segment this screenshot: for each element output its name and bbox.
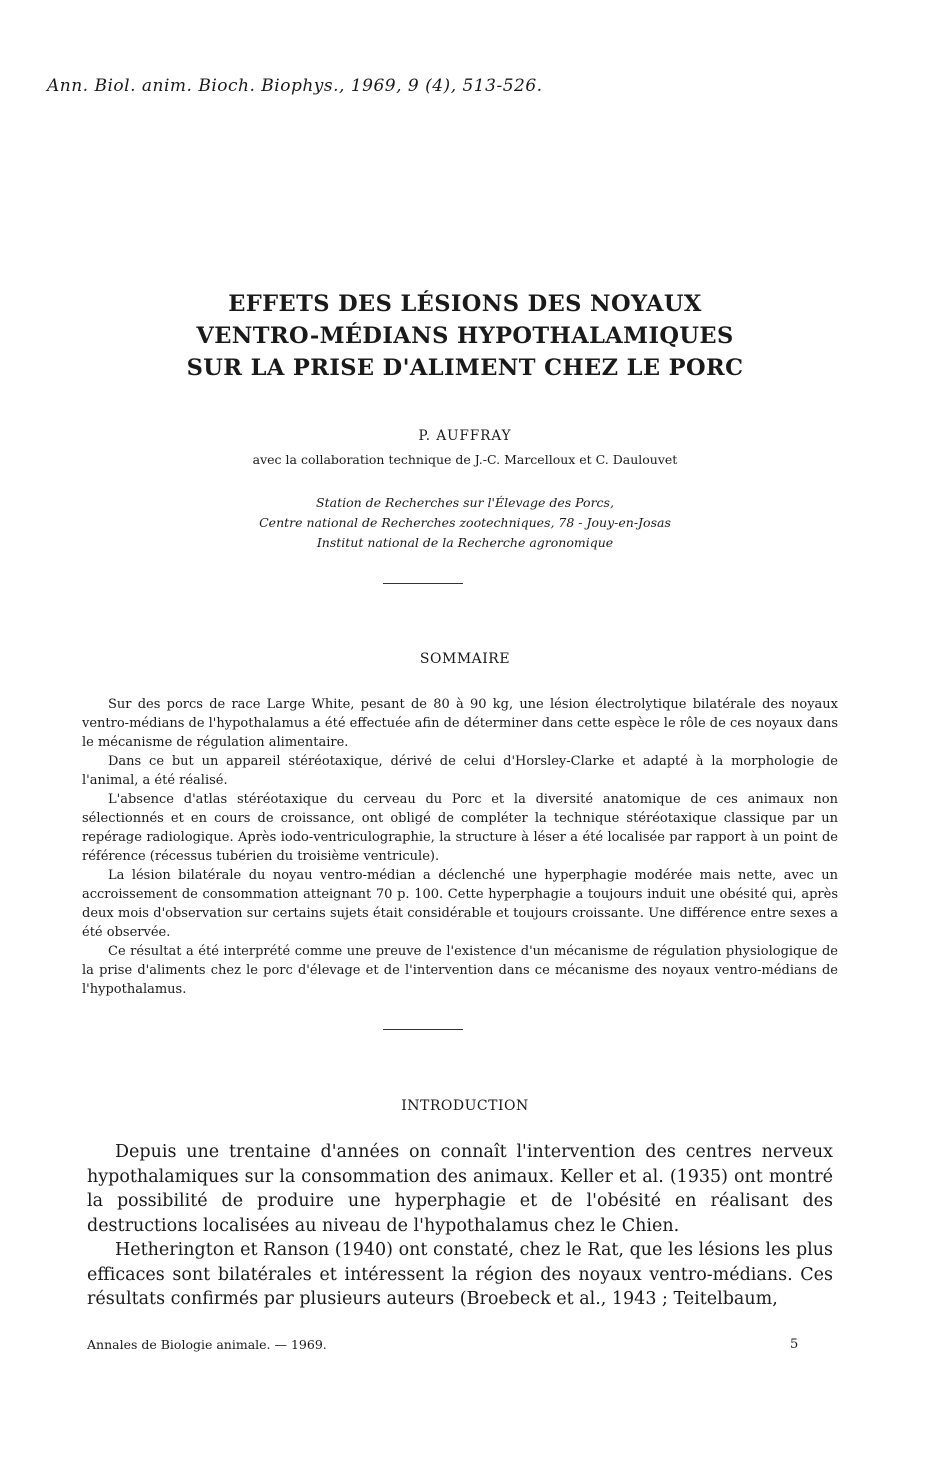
- abstract-paragraph: Sur des porcs de race Large White, pesant de 80 à 90 kg, une lésion électrolytique bilatérale des noyaux ventro-médians de l'hypothalamus a été effectuée afin de déterminer dans cette espèce le rôle de ces noyaux dans le mécanisme de régulation alimentaire.: [82, 697, 838, 750]
- journal-reference: Ann. Biol. anim. Bioch. Biophys., 1969, 9 (4), 513-526.: [47, 76, 543, 96]
- body-paragraph: Depuis une trentaine d'années on connaît l'intervention des centres nerveux hypothalamiques sur la consommation des animaux. Keller et al. (1935) ont montré la possibilité de produire une hyperphagie et de l'obésité en réalisant des destructions localisées au niveau de l'hypothalamus chez le Chien.: [87, 1142, 833, 1236]
- collaboration-line: avec la collaboration technique de J.-C. Marcelloux et C. Daulouvet: [252, 452, 678, 467]
- title-line-2: VENTRO-MÉDIANS HYPOTHALAMIQUES: [196, 323, 734, 349]
- abstract-paragraph: La lésion bilatérale du noyau ventro-médian a déclenché une hyperphagie modérée mais nette, avec un accroissement de consommation atteignant 70 p. 100. Cette hyperphagie a toujours induit une obésité qui, après deux mois d'observation sur certains sujets était considérable et toujours croissante. Une différence entre sexes a été observée.: [82, 868, 838, 940]
- affiliation-line-3: Institut national de la Recherche agronomique: [316, 535, 614, 550]
- footer-journal: Annales de Biologie animale. — 1969.: [87, 1337, 327, 1352]
- abstract-paragraph: Dans ce but un appareil stéréotaxique, dérivé de celui d'Horsley-Clarke et adapté à la morphologie de l'animal, a été réalisé.: [82, 754, 838, 788]
- body-paragraph: Hetherington et Ranson (1940) ont constaté, chez le Rat, que les lésions les plus efficaces sont bilatérales et intéressent la région des noyaux ventro-médians. Ces résultats confirmés par plusieurs auteurs (Broebeck et al., 1943 ; Teitelbaum,: [87, 1240, 833, 1309]
- sommaire-heading: SOMMAIRE: [419, 651, 511, 667]
- affiliation: [0, 493, 930, 553]
- title-line-3: SUR LA PRISE D'ALIMENT CHEZ LE PORC: [186, 355, 744, 381]
- affiliation-line-2: Centre national de Recherches zootechniques, 78 - Jouy-en-Josas: [259, 515, 671, 530]
- introduction-body: [87, 1140, 833, 1312]
- abstract-paragraph: L'absence d'atlas stéréotaxique du cerveau du Porc et la diversité anatomique de ces animaux non sélectionnés et en cours de croissance, ont obligé de compléter la technique stéréotaxique classique par un repérage radiologique. Après iodo-ventriculographie, la structure à léser a été localisée par rapport à un point de référence (récessus tubérien du troisième ventricule).: [82, 792, 838, 864]
- divider-rule: [383, 1029, 463, 1030]
- page-number: 5: [790, 1337, 799, 1352]
- abstract-paragraph: Ce résultat a été interprété comme une preuve de l'existence d'un mécanisme de régulation physiologique de la prise d'aliments chez le porc d'élevage et de l'intervention dans ce mécanisme des noyaux ventro-médians de l'hypothalamus.: [82, 944, 838, 997]
- author-name: P. AUFFRAY: [418, 428, 512, 444]
- abstract-body: [82, 695, 838, 999]
- article-title: [0, 288, 930, 384]
- divider-rule: [383, 583, 463, 584]
- affiliation-line-1: Station de Recherches sur l'Élevage des Porcs,: [316, 495, 614, 510]
- title-line-1: EFFETS DES LÉSIONS DES NOYAUX: [228, 291, 702, 317]
- introduction-heading: INTRODUCTION: [401, 1098, 529, 1114]
